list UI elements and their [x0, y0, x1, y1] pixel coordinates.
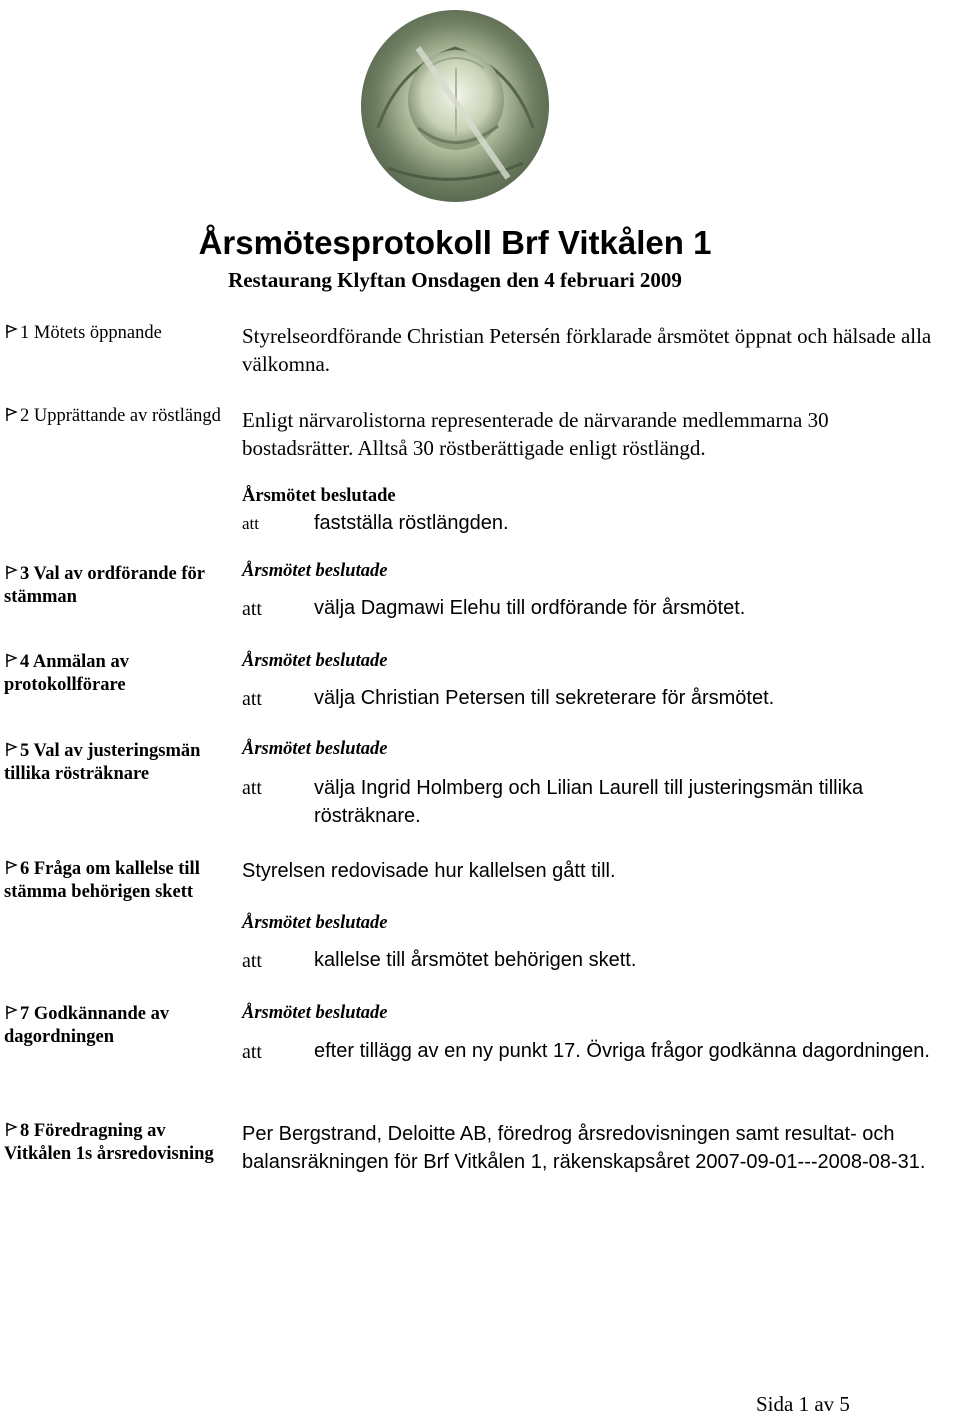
decision-label-2: Årsmötet beslutade	[242, 486, 396, 506]
page-number: Sida 1 av 5	[756, 1392, 850, 1416]
item-heading-6: 6 Fråga om kallelse till stämma behörigen skett	[4, 859, 200, 902]
item-heading-1: 1 Mötets öppnande	[4, 322, 236, 345]
flag-bullet-icon	[4, 860, 18, 875]
document-title: Årsmötesprotokoll Brf Vitkålen 1	[198, 224, 712, 261]
resolution-7: efter tillägg av en ny punkt 17. Övriga frågor godkänna dagordningen.	[314, 1040, 930, 1062]
decision-label-4: Årsmötet beslutade	[242, 651, 388, 671]
resolution-3: välja Dagmawi Elehu till ordförande för årsmötet.	[314, 597, 746, 619]
item-heading-7: 7 Godkännande av dagordningen	[4, 1004, 170, 1047]
document-subtitle: Restaurang Klyftan Onsdagen den 4 februari 2009	[228, 268, 682, 292]
att-label-5: att	[242, 777, 262, 799]
flag-bullet-icon	[4, 742, 18, 757]
item-heading-3: 3 Val av ordförande för stämman	[4, 564, 205, 607]
item-text-1: Styrelseordförande Christian Petersén förklarade årsmötet öppnat och hälsade alla välkomna.	[242, 324, 932, 376]
cabbage-logo-icon	[358, 8, 552, 204]
att-label-3: att	[242, 598, 262, 620]
att-label-4: att	[242, 688, 262, 710]
resolution-4: välja Christian Petersen till sekreterare för årsmötet.	[314, 687, 775, 709]
resolution-2: fastställa röstlängden.	[314, 512, 509, 534]
resolution-5: välja Ingrid Holmberg och Lilian Laurell till justeringsmän tillika rösträknare.	[314, 777, 864, 827]
flag-bullet-icon	[4, 324, 18, 339]
flag-bullet-icon	[4, 407, 18, 422]
flag-bullet-icon	[4, 1005, 18, 1020]
item-text-8: Per Bergstrand, Deloitte AB, föredrog årsredovisningen samt resultat- och balansräkningen för Brf Vitkålen 1, räkenskapsåret 2007-09-01---2008-08-31.	[242, 1123, 926, 1173]
item-text-6: Styrelsen redovisade hur kallelsen gått till.	[242, 860, 616, 882]
decision-label-5: Årsmötet beslutade	[242, 739, 388, 759]
att-label-6: att	[242, 950, 262, 972]
flag-bullet-icon	[4, 653, 18, 668]
decision-label-7: Årsmötet beslutade	[242, 1003, 388, 1023]
item-text-2: Enligt närvarolistorna representerade de närvarande medlemmarna 30 bostadsrätter. Alltså 30 röstberättigade enligt röstlängd.	[242, 408, 829, 460]
decision-label-6: Årsmötet beslutade	[242, 913, 388, 933]
att-label-2: att	[242, 514, 259, 533]
item-heading-5: 5 Val av justeringsmän tillika rösträknare	[4, 741, 201, 784]
item-heading-8: 8 Föredragning av Vitkålen 1s årsredovisning	[4, 1121, 214, 1164]
flag-bullet-icon	[4, 1122, 18, 1137]
item-heading-4: 4 Anmälan av protokollförare	[4, 652, 129, 695]
flag-bullet-icon	[4, 565, 18, 580]
att-label-7: att	[242, 1041, 262, 1063]
resolution-6: kallelse till årsmötet behörigen skett.	[314, 949, 637, 971]
decision-label-3: Årsmötet beslutade	[242, 561, 388, 581]
item-heading-2: 2 Upprättande av röstlängd	[4, 405, 236, 428]
